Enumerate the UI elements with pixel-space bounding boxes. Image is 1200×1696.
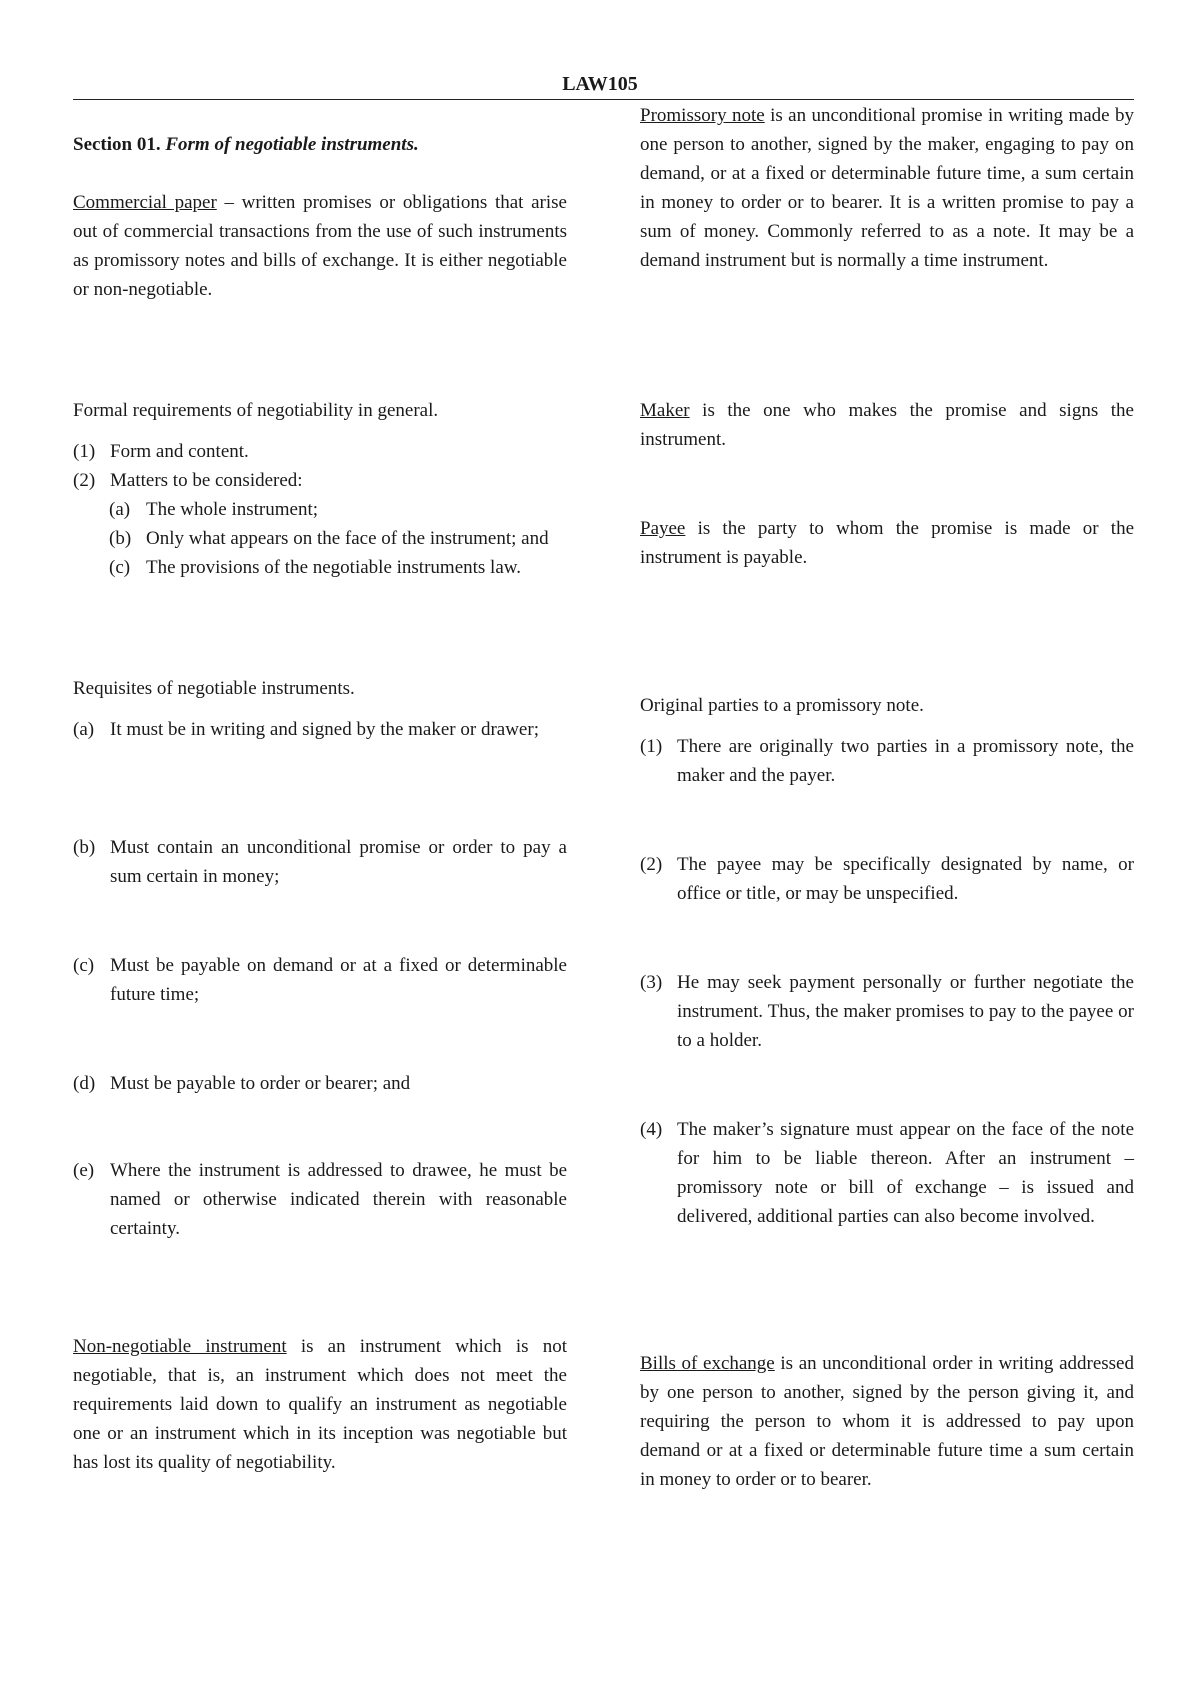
sub-list-item xyxy=(109,524,567,553)
requisite-item xyxy=(73,1069,567,1098)
sub-list xyxy=(109,495,567,582)
item-marker: (a) xyxy=(73,719,95,740)
formal-requirements-block xyxy=(73,396,567,582)
requisite-item xyxy=(73,715,567,744)
payee-text: is the party to whom the promise is made or the instrument is payable. xyxy=(640,518,1134,568)
original-parties-item xyxy=(640,968,1134,1055)
original-parties-item xyxy=(640,1115,1134,1231)
requisite-item xyxy=(73,833,567,891)
maker-text: is the one who makes the promise and signs the instrument. xyxy=(640,400,1134,450)
item-marker: (1) xyxy=(73,441,96,462)
item-text: Must be payable on demand or at a fixed or determinable future time; xyxy=(110,955,567,1005)
payee-definition xyxy=(640,514,1134,572)
item-text: Must be payable to order or bearer; and xyxy=(110,1073,411,1094)
item-text: Where the instrument is addressed to drawee, he must be named or otherwise indicated therein with reasonable certainty. xyxy=(110,1160,567,1239)
item-text: The whole instrument; xyxy=(146,499,319,520)
item-marker: (2) xyxy=(73,470,96,491)
commercial-paper-definition xyxy=(73,188,567,304)
header-rule xyxy=(73,99,1134,100)
item-marker: (b) xyxy=(109,528,132,549)
bills-of-exchange-text: is an unconditional order in writing addressed by one person to another, signed by the person giving it, and requiring the person to whom it is addressed to pay upon demand or at a fixed or determinable future time a sum certain in money to order or to bearer. xyxy=(640,1353,1134,1490)
bills-of-exchange-definition xyxy=(640,1349,1134,1494)
requisite-item xyxy=(73,1156,567,1243)
bills-of-exchange-term: Bills of exchange xyxy=(640,1353,775,1374)
item-marker: (a) xyxy=(109,499,131,520)
section-title: Form of negotiable instruments. xyxy=(165,134,419,155)
original-parties-heading: Original parties to a promissory note. xyxy=(640,695,924,716)
list-item xyxy=(73,466,567,495)
formal-requirements-list xyxy=(73,437,567,582)
commercial-paper-term: Commercial paper xyxy=(73,192,217,213)
list-item xyxy=(73,437,567,466)
promissory-note-text: is an unconditional promise in writing made by one person to another, signed by the maker, engaging to pay on demand, or at a fixed or determinable future time, a sum certain in money to order or to bearer. It is a written promise to pay a sum of money. Commonly referred to as a note. It may be a demand instrument but is normally a time instrument. xyxy=(640,105,1135,271)
original-parties-item xyxy=(640,732,1134,790)
item-text: The payee may be specifically designated by name, or office or title, or may be unspecified. xyxy=(677,854,1134,904)
original-parties-item xyxy=(640,850,1134,908)
payee-term: Payee xyxy=(640,518,686,539)
non-negotiable-text: is an instrument which is not negotiable, that is, an instrument which does not meet the requirements laid down to qualify an instrument as negotiable one or an instrument which in its inception was negotiable but has lost its quality of negotiability. xyxy=(73,1336,567,1473)
item-text: Form and content. xyxy=(110,441,249,462)
item-marker: (b) xyxy=(73,837,96,858)
item-text: The provisions of the negotiable instruments law. xyxy=(146,557,521,578)
item-marker: (c) xyxy=(73,955,95,976)
page-header: LAW105 xyxy=(562,73,638,95)
item-text: Only what appears on the face of the instrument; and xyxy=(146,528,549,549)
item-text: The maker’s signature must appear on the face of the note for him to be liable thereon. After an instrument – promissory note or bill of exchange – is issued and delivered, additional parties can also become involved. xyxy=(677,1119,1134,1227)
item-marker: (3) xyxy=(640,972,663,993)
non-negotiable-definition xyxy=(73,1332,567,1477)
sub-list-item xyxy=(109,495,567,524)
item-text: He may seek payment personally or further negotiate the instrument. Thus, the maker promises to pay to the payee or to a holder. xyxy=(677,972,1134,1051)
item-text: It must be in writing and signed by the maker or drawer; xyxy=(110,719,539,740)
maker-definition xyxy=(640,396,1134,454)
non-negotiable-term: Non-negotiable instrument xyxy=(73,1336,287,1357)
item-marker: (1) xyxy=(640,736,663,757)
item-text: There are originally two parties in a promissory note, the maker and the payer. xyxy=(677,736,1134,786)
promissory-note-term: Promissory note xyxy=(640,105,765,126)
section-number: Section 01. xyxy=(73,134,161,155)
item-marker: (2) xyxy=(640,854,663,875)
requisite-item xyxy=(73,951,567,1009)
item-text: Must contain an unconditional promise or order to pay a sum certain in money; xyxy=(110,837,567,887)
section-heading xyxy=(73,130,567,159)
formal-requirements-heading: Formal requirements of negotiability in general. xyxy=(73,400,439,421)
requisites-heading: Requisites of negotiable instruments. xyxy=(73,678,355,699)
item-marker: (4) xyxy=(640,1119,663,1140)
commercial-paper-text: – written promises or obligations that arise out of commercial transactions from the use of such instruments as promissory notes and bills of exchange. It is either negotiable or non-negotiable. xyxy=(73,192,567,300)
sub-list-item xyxy=(109,553,567,582)
item-marker: (e) xyxy=(73,1160,95,1181)
promissory-note-definition xyxy=(640,101,1134,275)
item-marker: (c) xyxy=(109,557,131,578)
maker-term: Maker xyxy=(640,400,690,421)
item-marker: (d) xyxy=(73,1073,96,1094)
item-text: Matters to be considered: xyxy=(110,470,303,491)
